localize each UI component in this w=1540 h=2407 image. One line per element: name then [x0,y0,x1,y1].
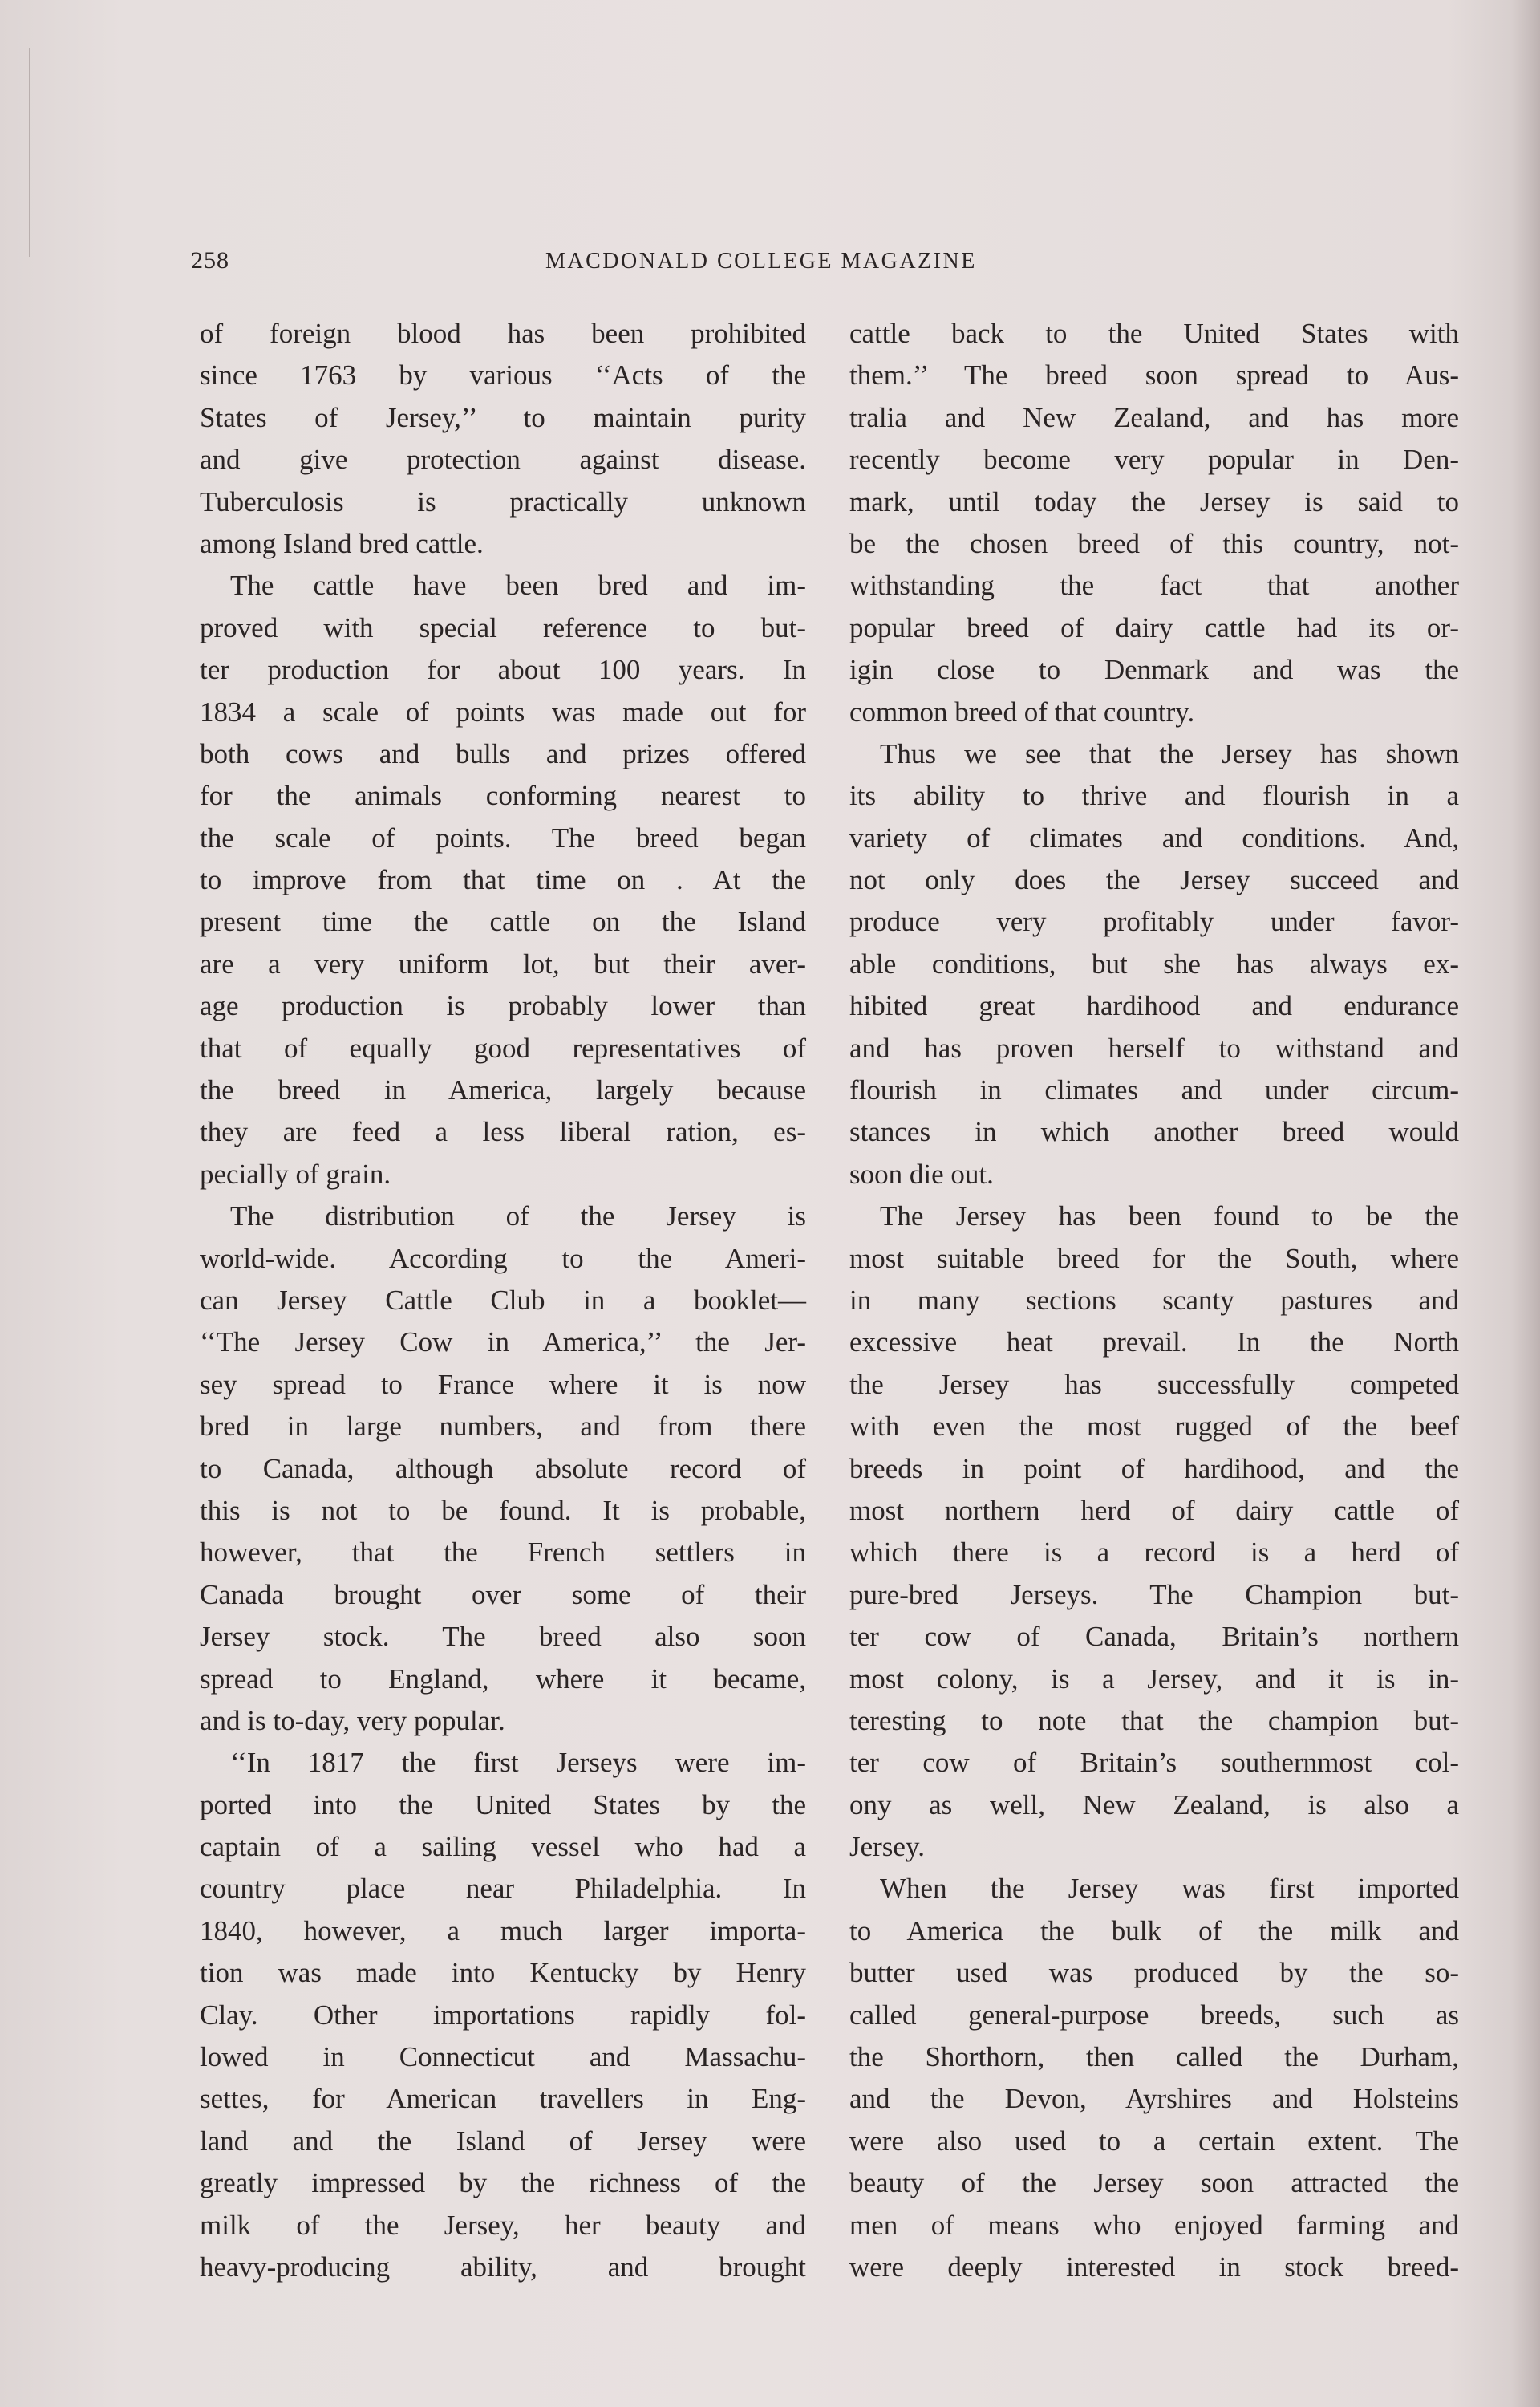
text-line: tion was made into Kentucky by Henry [200,1957,806,1989]
text-line: the Shorthorn, then called the Durham, [849,2041,1459,2073]
text-line: the breed in America, largely because [200,1074,806,1106]
text-line: since 1763 by various ‘‘Acts of the [200,359,806,392]
text-line: age production is probably lower than [200,990,806,1022]
text-line: milk of the Jersey, her beauty and [200,2209,806,2241]
text-line: popular breed of dairy cattle had its or- [849,611,1459,643]
page-header [191,247,1460,282]
text-line: most suitable breed for the South, where [849,1242,1459,1274]
text-line: hibited great hardihood and endurance [849,990,1459,1022]
text-line: and the Devon, Ayrshires and Holsteins [849,2083,1459,2115]
running-head: MACDONALD COLLEGE MAGAZINE [545,249,977,274]
text-line: and is to-day, very popular. [200,1704,505,1736]
text-line: pure-bred Jerseys. The Champion but- [849,1578,1459,1610]
text-line: them.’’ The breed soon spread to Aus- [849,359,1459,392]
text-line: men of means who enjoyed farming and [849,2209,1459,2241]
right-column [849,313,1459,2288]
text-line: When the Jersey was first imported [880,1873,1459,1905]
text-line: with even the most rugged of the beef [849,1411,1459,1443]
text-line: common breed of that country. [849,696,1195,728]
text-line: ‘‘The Jersey Cow in America,’’ the Jer- [200,1326,806,1358]
text-line: the scale of points. The breed began [200,822,806,854]
text-line: lowed in Connecticut and Massachu- [200,2041,806,2073]
text-line: ter cow of Canada, Britain’s northern [849,1621,1459,1653]
text-line: butter used was produced by the so- [849,1957,1459,1989]
text-line: Jersey. [849,1831,925,1863]
text-line: The distribution of the Jersey is [230,1200,806,1232]
text-line: mark, until today the Jersey is said to [849,485,1459,518]
text-line: the Jersey has successfully competed [849,1368,1459,1400]
text-line: Tuberculosis is practically unknown [200,485,806,518]
text-line: soon die out. [849,1158,994,1190]
text-line: can Jersey Cattle Club in a booklet— [200,1284,806,1316]
text-line: and give protection against disease. [200,444,806,476]
text-line: Jersey stock. The breed also soon [200,1621,806,1653]
text-line: captain of a sailing vessel who had a [200,1831,806,1863]
text-line: be the chosen breed of this country, not- [849,527,1459,559]
text-line: Canada brought over some of their [200,1578,806,1610]
text-line: able conditions, but she has always ex- [849,948,1459,980]
text-line: and has proven herself to withstand and [849,1032,1459,1064]
text-line: were deeply interested in stock breed- [849,2251,1459,2283]
text-line: however, that the French settlers in [200,1536,806,1569]
text-line: among Island bred cattle. [200,527,484,559]
text-line: most northern herd of dairy cattle of [849,1494,1459,1526]
text-line: igin close to Denmark and was the [849,654,1459,686]
text-line: stances in which another breed would [849,1116,1459,1148]
text-line: to improve from that time on . At the [200,864,806,896]
text-line: present time the cattle on the Island [200,906,806,938]
text-line: its ability to thrive and flourish in a [849,780,1459,812]
text-line: not only does the Jersey succeed and [849,864,1459,896]
text-line: they are feed a less liberal ration, es- [200,1116,806,1148]
text-line: Clay. Other importations rapidly fol- [200,1999,806,2031]
text-line: of foreign blood has been prohibited [200,318,806,349]
text-line: withstanding the fact that another [849,570,1459,602]
text-line: ony as well, New Zealand, is also a [849,1788,1459,1820]
text-line: ported into the United States by the [200,1788,806,1820]
text-line: pecially of grain. [200,1158,391,1190]
text-line: proved with special reference to but- [200,611,806,643]
text-line: country place near Philadelphia. In [200,1873,806,1905]
text-line: land and the Island of Jersey were [200,2125,806,2157]
text-line: sey spread to France where it is now [200,1368,806,1400]
text-line: tralia and New Zealand, and has more [849,401,1459,433]
text-line: that of equally good representatives of [200,1032,806,1064]
text-line: recently become very popular in Den- [849,444,1459,476]
text-line: States of Jersey,’’ to maintain purity [200,401,806,433]
margin-rule [29,48,30,257]
text-line: ter production for about 100 years. In [200,654,806,686]
text-line: to America the bulk of the milk and [849,1914,1459,1946]
text-line: world-wide. According to the Ameri- [200,1242,806,1274]
page-edge-shadow [1511,0,1540,2407]
text-line: flourish in climates and under circum- [849,1074,1459,1106]
text-line: which there is a record is a herd of [849,1536,1459,1569]
text-line: beauty of the Jersey soon attracted the [849,2167,1459,2199]
text-line: Thus we see that the Jersey has shown [880,737,1459,769]
text-line: this is not to be found. It is probable, [200,1494,806,1526]
text-line: The cattle have been bred and im- [230,570,806,602]
text-line: breeds in point of hardihood, and the [849,1452,1459,1484]
text-line: cattle back to the United States with [849,318,1459,349]
page-number: 258 [191,247,229,274]
text-line: ‘‘In 1817 the first Jerseys were im- [230,1747,806,1779]
text-line: called general-purpose breeds, such as [849,1999,1459,2031]
text-line: were also used to a certain extent. The [849,2125,1459,2157]
text-line: to Canada, although absolute record of [200,1452,806,1484]
text-line: 1840, however, a much larger importa- [200,1914,806,1946]
text-line: are a very uniform lot, but their aver- [200,948,806,980]
text-line: 1834 a scale of points was made out for [200,696,806,728]
text-line: greatly impressed by the richness of the [200,2167,806,2199]
left-column [200,313,806,2288]
text-line: both cows and bulls and prizes offered [200,737,806,769]
text-line: The Jersey has been found to be the [880,1200,1459,1232]
text-line: teresting to note that the champion but- [849,1704,1459,1736]
text-line: in many sections scanty pastures and [849,1284,1459,1316]
text-line: bred in large numbers, and from there [200,1411,806,1443]
text-line: ter cow of Britain’s southernmost col- [849,1747,1459,1779]
text-line: variety of climates and conditions. And, [849,822,1459,854]
text-line: spread to England, where it became, [200,1662,806,1695]
text-line: for the animals conforming nearest to [200,780,806,812]
text-line: heavy-producing ability, and brought [200,2251,806,2283]
text-line: excessive heat prevail. In the North [849,1326,1459,1358]
text-line: settes, for American travellers in Eng- [200,2083,806,2115]
text-line: most colony, is a Jersey, and it is in- [849,1662,1459,1695]
text-line: produce very profitably under favor- [849,906,1459,938]
